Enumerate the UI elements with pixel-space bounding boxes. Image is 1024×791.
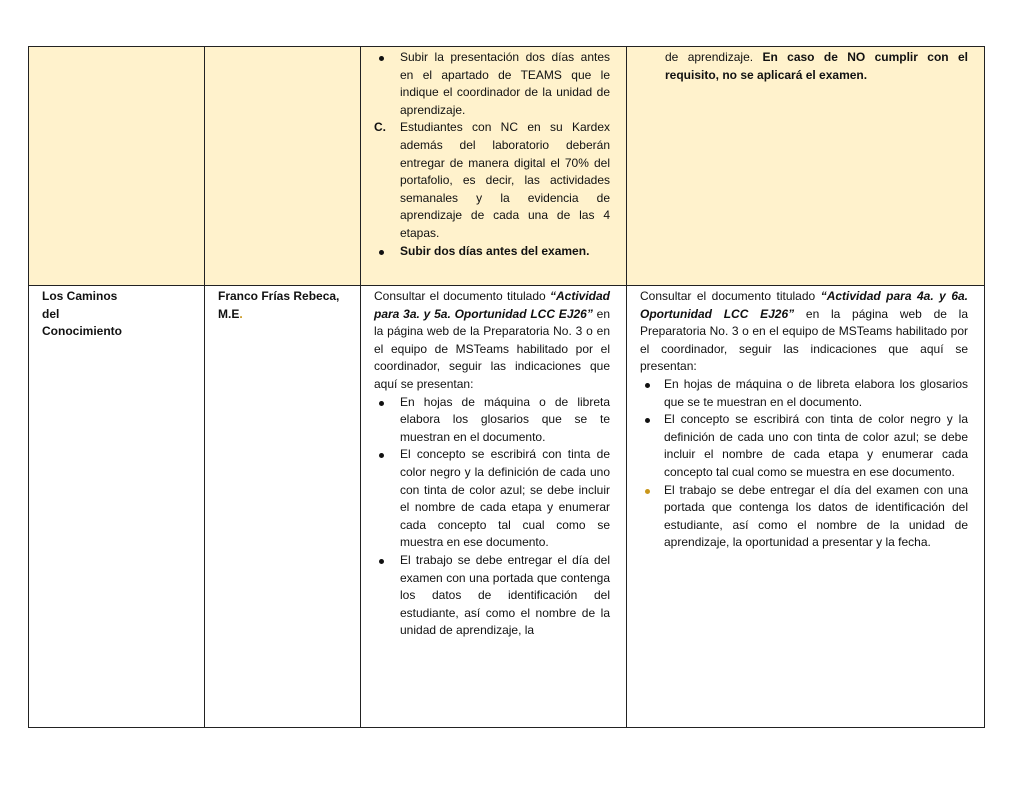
list-item: El concepto se escribirá con tinta de color negro y la definición de cada uno con tinta de color azul; se debe incluir el nombre de cada etapa y enumerar cada concepto tal cual como se muestra en ese documento. <box>374 446 610 552</box>
bullet-icon <box>379 401 384 406</box>
bullet-icon <box>645 418 650 423</box>
bullet-icon <box>645 489 650 494</box>
subject-cell <box>29 47 205 286</box>
table-row <box>29 47 985 286</box>
list-item: El trabajo se debe entregar el día del examen con una portada que contenga los datos de identificación del estudiante, así como el nombre de la unidad de aprendizaje, la oportunidad a presentar y la fecha. <box>640 482 968 552</box>
bullet-icon <box>379 250 384 255</box>
teacher-cell <box>205 286 361 728</box>
list-item: En hojas de máquina o de libreta elabora los glosarios que se te muestran en el documento. <box>374 394 610 447</box>
table-row <box>29 286 985 728</box>
list-letter: C. <box>374 120 386 135</box>
list-item: Subir la presentación dos días antes en el apartado de TEAMS que le indique el coordinador de la unidad de aprendizaje. <box>374 49 610 119</box>
bullet-icon <box>379 453 384 458</box>
list-item: C. Estudiantes con NC en su Kardex además del laboratorio deberán entregar de manera digital el 70% del portafolio, es decir, las actividades semanales y la evidencia de aprendizaje de cada una de las 4 etapas. <box>374 120 610 240</box>
third-fifth-opportunity-cell <box>361 47 627 286</box>
fourth-sixth-opportunity-cell: de aprendizaje. En caso de NO cumplir con el requisito, no se aplicará el examen. <box>627 47 985 286</box>
bullet-icon <box>645 383 650 388</box>
third-fifth-opportunity-cell <box>361 286 627 728</box>
teacher-name: Franco Frías Rebeca, M.E. <box>218 289 340 321</box>
list-item: En hojas de máquina o de libreta elabora los glosarios que se te muestran en el documento. <box>640 376 968 411</box>
document-title: “Actividad para 3a. y 5a. Oportunidad LCC EJ26” <box>374 289 610 321</box>
bullet-icon <box>379 56 384 61</box>
fourth-sixth-opportunity-cell <box>627 286 985 728</box>
document-title: “Actividad para 4a. y 6a. Oportunidad LCC EJ26” <box>640 289 968 321</box>
teacher-cell <box>205 47 361 286</box>
instructions-intro: Consultar el documento titulado “Actividad para 4a. y 6a. Oportunidad LCC EJ26” en la página web de la Preparatoria No. 3 o en el equipo de MSTeams habilitado por el coordinador, seguir las indicaciones que aquí se presentan: <box>640 289 968 374</box>
subject-name: Los Caminos del Conocimiento <box>42 289 122 339</box>
subject-cell <box>29 286 205 728</box>
list-item: Subir dos días antes del examen. <box>374 243 610 261</box>
list-item: El concepto se escribirá con tinta de color negro y la definición de cada uno con tinta de color azul; se debe incluir el nombre de cada etapa y enumerar cada concepto tal cual como se muestra en ese documento. <box>640 411 968 481</box>
instructions-intro: Consultar el documento titulado “Actividad para 3a. y 5a. Oportunidad LCC EJ26” en la página web de la Preparatoria No. 3 o en el equipo de MSTeams habilitado por el coordinador, seguir las indicaciones que aquí se presentan: <box>374 289 610 391</box>
list-item: El trabajo se debe entregar el día del examen con una portada que contenga los datos de identificación del estudiante, así como el nombre de la unidad de aprendizaje, la <box>374 552 610 640</box>
requirements-table <box>28 46 985 728</box>
bullet-icon <box>379 559 384 564</box>
